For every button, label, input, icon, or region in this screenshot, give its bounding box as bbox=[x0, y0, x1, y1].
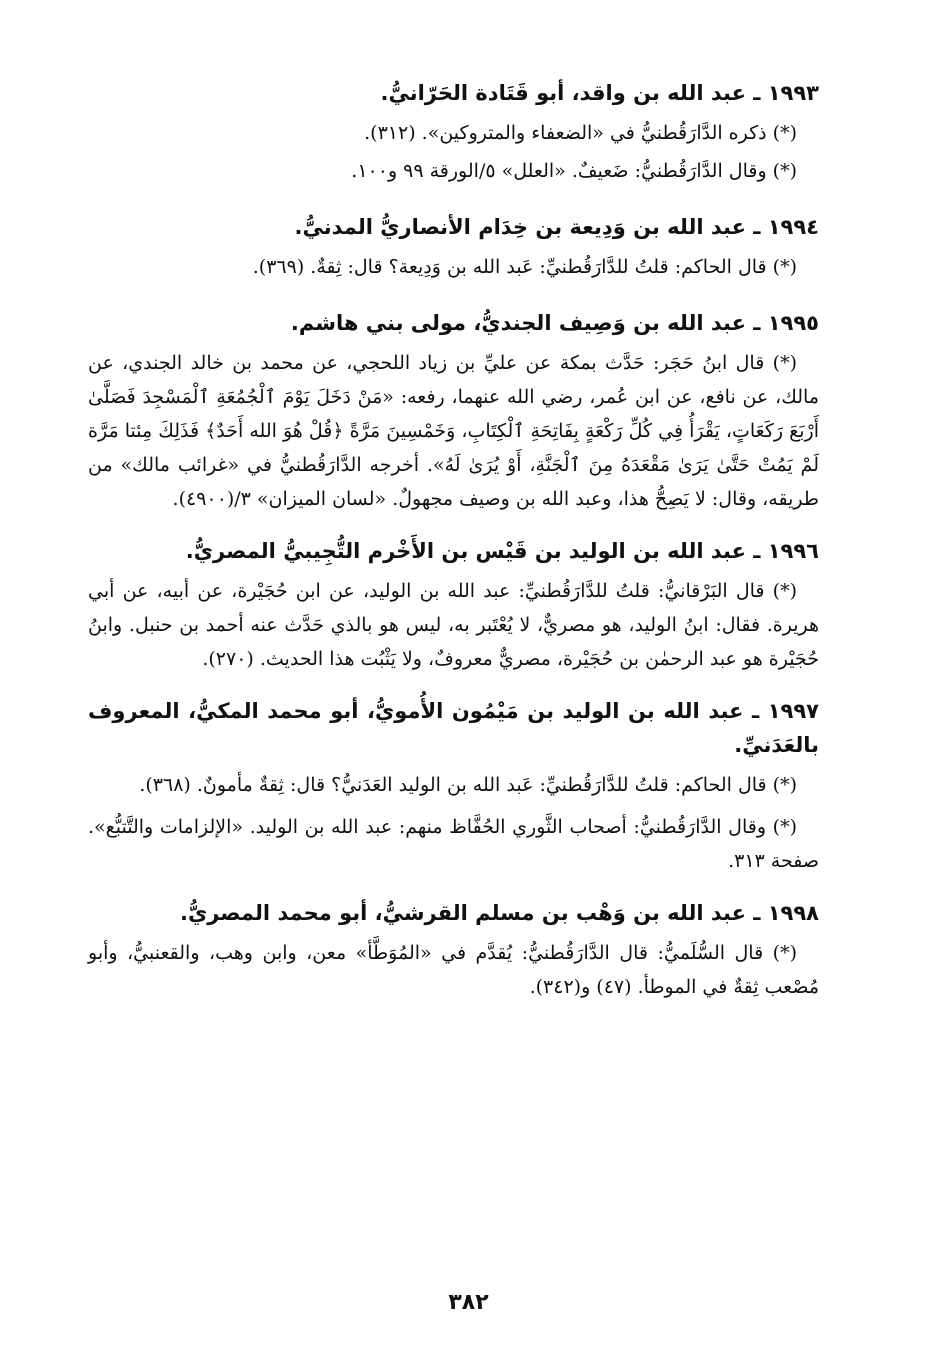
entry-1996 bbox=[88, 534, 819, 676]
entry-1998 bbox=[88, 896, 819, 1004]
entry-heading: ١٩٩٧ ـ عبد الله بن الوليد بن مَيْمُون الأُمويُّ، أبو محمد المكيُّ، المعروف بالعَدَنيِّ. bbox=[88, 699, 819, 757]
entry-1993 bbox=[88, 76, 819, 188]
entry-paragraph: (*) وقال الدَّارَقُطنيُّ: أصحاب الثَّوري الحُفَّاظ منهم: عبد الله بن الوليد. «الإلزامات والتَّتبُّع». صفحة ٣١٣. bbox=[88, 816, 819, 872]
entry-paragraph: (*) قال الحاكم: قلتُ للدَّارَقُطنيِّ: عَبد الله بن الوليد العَدَنيُّ؟ قال: ثِقةٌ مأمونٌ. (٣٦٨). bbox=[139, 774, 797, 796]
entry-paragraph: (*) قال السُّلَميُّ: قال الدَّارَقُطنيُّ: يُقدَّم في «المُوَطَّأ» معن، وابن وهب، والقعنبيُّ، وأبو مُصْعب ثِقةٌ في الموطأ. (٤٧) و(٣٤٢). bbox=[88, 942, 819, 998]
page-number: ٣٨٢ bbox=[448, 1290, 489, 1315]
entry-paragraph: (*) قال ابنُ حَجَر: حَدَّث بمكة عن عليِّ بن زياد اللحجي، عن محمد بن خالد الجندي، عن مالك، عن نافع، عن ابن عُمر، رضي الله عنهما، رفعه: «مَنْ دَخَلَ يَوْمَ ٱلْجُمُعَةِ ٱلْمَسْجِدَ فَصَلَّىٰ أَرْبَعَ رَكَعَاتٍ، يَقْرَأُ فِي كُلِّ رَكْعَةٍ بِفَاتِحَةِ ٱلْكِتَابِ، وَخَمْسِينَ مَرَّةً ﴿قُلْ هُوَ الله أَحَدٌ﴾ فَذَلِكَ مِئتا مَرَّة لَمْ يَمُتْ حَتَّىٰ يَرَىٰ مَقْعَدَهُ مِنَ ٱلْجَنَّةِ، أَوْ يُرَىٰ لَهُ». أخرجه الدَّارَقُطنيُّ في «غرائب مالك» من طريقه، وقال: لا يَصِحُّ هذا، وعبد الله بن وصيف مجهولٌ. «لسان الميزان» ٣/(٤٩٠٠). bbox=[88, 352, 819, 510]
entry-heading: ١٩٩٥ ـ عبد الله بن وَصِيف الجنديُّ، مولى بني هاشم. bbox=[290, 311, 819, 335]
entry-1997 bbox=[88, 694, 819, 878]
entry-1994 bbox=[88, 210, 819, 284]
entry-heading: ١٩٩٤ ـ عبد الله بن وَدِيعة بن خِدَام الأنصاريُّ المدنيُّ. bbox=[294, 215, 819, 239]
entry-1995 bbox=[88, 306, 819, 516]
entry-heading: ١٩٩٨ ـ عبد الله بن وَهْب بن مسلم القرشيُّ، أبو محمد المصريُّ. bbox=[179, 901, 819, 925]
entry-paragraph: (*) قال الحاكم: قلتُ للدَّارَقُطنيِّ: عَبد الله بن وَدِيعة؟ قال: ثِقةٌ. (٣٦٩). bbox=[252, 256, 797, 278]
entry-paragraph: (*) وقال الدَّارَقُطنيُّ: ضَعيفٌ. «العلل» ٥/الورقة ٩٩ و١٠٠. bbox=[351, 160, 797, 182]
entry-heading: ١٩٩٣ ـ عبد الله بن واقد، أبو قَتَادة الحَرّانيُّ. bbox=[380, 81, 819, 105]
entry-paragraph: (*) ذكره الدَّارَقُطنيُّ في «الضعفاء والمتروكين». (٣١٢). bbox=[364, 122, 797, 144]
entry-paragraph: (*) قال البَرْقانيُّ: قلتُ للدَّارَقُطنيِّ: عبد الله بن الوليد، عن ابن حُجَيْرة، عن أبيه، عن أبي هريرة. فقال: ابنُ الوليد، هو مصريٌّ، لا يُعْتَبر به، ليس هو بالذي حَدَّث عنه أحمد بن حنبل. وابنُ حُجَيْرة هو عبد الرحمٰن بن حُجَيْرة، مصريٌّ معروفٌ، ولا يَثْبُت هذا الحديث. (٢٧٠). bbox=[88, 580, 819, 670]
entry-heading: ١٩٩٦ ـ عبد الله بن الوليد بن قَيْس بن الأَخْرم التُّجِيبيُّ المصريُّ. bbox=[185, 539, 819, 563]
